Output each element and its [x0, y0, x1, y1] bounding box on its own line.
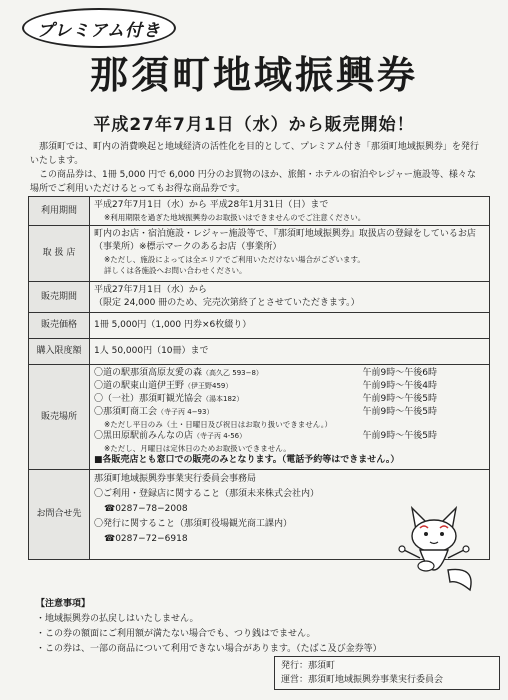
sale-start-headline: 平成27年7月1日（水）から販売開始！ — [93, 115, 415, 135]
caution-heading: 【注意事項】 — [36, 599, 91, 609]
sales-period-note: （限定 24,000 冊のため、完売次第終了とさせていただきます。） — [94, 298, 360, 308]
value-places — [90, 365, 490, 470]
page-title: 那須町地域振興券 — [89, 52, 418, 97]
intro-text — [30, 140, 482, 196]
shop-address: （伊王野459） — [184, 382, 233, 390]
shop-name: 〇黒田原駅前みんなの店 — [94, 431, 194, 441]
period-text: 平成27年7月1日（水）から 平成28年1月31日（日）まで — [94, 200, 329, 210]
period-note: ※利用期限を過ぎた地域振興券のお取扱いはできませんのでご注意ください。 — [104, 213, 366, 222]
shop-hours: 午前9時〜午後5時 — [362, 431, 437, 441]
label-shops: 取 扱 店 — [29, 226, 90, 282]
caution-item: ・この券の額面にご利用額が満たない場合でも、つり銭はでません。 — [36, 629, 316, 639]
intro-paragraph-1: 那須町では、町内の消費喚起と地域経済の活性化を目的として、プレミアム付き「那須町地域振興券」を発行いたします。 — [30, 142, 479, 166]
issuer-line: 発行：那須町 — [281, 661, 336, 671]
places-note-1: ※ただし平日のみ（土・日曜日及び祝日はお取り扱いできません。） — [104, 420, 332, 429]
contact-tel-2: ☎0287−72−6918 — [104, 534, 188, 544]
shop-name: 〇道の駅東山道伊王野 — [94, 381, 185, 391]
contact-line-1: 〇ご利用・登録店に関すること（那須未来株式会社内） — [94, 489, 320, 499]
row-price — [29, 313, 490, 339]
value-period — [90, 197, 490, 226]
row-places — [29, 365, 490, 470]
row-shops — [29, 226, 490, 282]
label-sales-period: 販売期間 — [29, 282, 90, 313]
shop-name: 〇道の駅那須高原友愛の森 — [94, 368, 203, 378]
places-note-2: ※ただし、月曜日は定休日のためお取扱いできません。 — [104, 444, 291, 453]
fox-mascot-illustration — [386, 500, 482, 596]
shop-name: 〇那須町商工会 — [94, 407, 158, 417]
sales-period-text: 平成27年7月1日（水）から — [94, 285, 207, 295]
contact-line-2: 〇発行に関すること（那須町役場観光商工課内） — [94, 519, 293, 529]
shop-hours: 午前9時〜午後6時 — [362, 368, 437, 378]
shops-note-2: 詳しくは各施設へお問い合わせください。 — [104, 266, 247, 275]
places-notice: ■各販売店とも窓口での販売のみとなります。（電話予約等はできません。） — [94, 455, 400, 465]
value-shops — [90, 226, 490, 282]
issuer-box — [274, 656, 500, 690]
shop-item — [94, 430, 485, 443]
value-limit: 1人 50,000円（10冊）まで — [90, 339, 490, 365]
shops-note-1: ※ただし、施設によっては全エリアでご利用いただけない場合がございます。 — [104, 255, 365, 264]
shop-name: 〇（一社）那須町観光協会 — [94, 394, 203, 404]
shop-item — [94, 406, 485, 419]
row-sales-period — [29, 282, 490, 313]
operator-line: 運営：那須町地域振興券事業実行委員会 — [281, 675, 444, 685]
shop-hours: 午前9時〜午後5時 — [362, 407, 437, 417]
shop-address: （寺子丙 4-56） — [193, 432, 247, 440]
shop-hours: 午前9時〜午後5時 — [362, 394, 437, 404]
shop-address: （高久乙 593−8） — [202, 369, 263, 377]
shop-hours: 午前9時〜午後4時 — [362, 381, 437, 391]
value-sales-period — [90, 282, 490, 313]
contact-org: 那須町地域振興券事業実行委員会事務局 — [94, 474, 257, 484]
caution-item: ・この券は、一部の商品について利用できない場合があります。（たばこ及び金券等） — [36, 644, 382, 654]
shops-text: 町内のお店・宿泊施設・レジャー施設等で、『那須町地域振興券』取扱店の登録をしているお店（事業所）※標示マークのあるお店（事業所） — [94, 229, 476, 252]
shop-address: （寺子丙 4−93） — [157, 408, 214, 416]
label-limit: 購入限度額 — [29, 339, 90, 365]
label-price: 販売価格 — [29, 313, 90, 339]
caution-section — [28, 597, 490, 657]
caution-item: ・地域振興券の払戻しはいたしません。 — [36, 614, 199, 624]
intro-paragraph-2: この商品券は、1冊 5,000 円で 6,000 円分のお買物のほか、旅館・ホテルの宿泊やレジャー施設等、様々な場所でご利用いただけるとってもお得な商品券です。 — [30, 170, 476, 194]
label-contact: お問合せ先 — [29, 470, 90, 560]
shop-item — [94, 367, 485, 380]
label-period: 利用期間 — [29, 197, 90, 226]
premium-badge: プレミアム付き — [22, 8, 176, 48]
value-price: 1冊 5,000円（1,000 円券×6枚綴り） — [90, 313, 490, 339]
contact-tel-1: ☎0287−78−2008 — [104, 504, 188, 514]
shop-item — [94, 380, 485, 393]
shop-item — [94, 393, 485, 406]
shop-address: （湯本182） — [202, 395, 244, 403]
row-limit — [29, 339, 490, 365]
row-period — [29, 197, 490, 226]
label-places: 販売場所 — [29, 365, 90, 470]
